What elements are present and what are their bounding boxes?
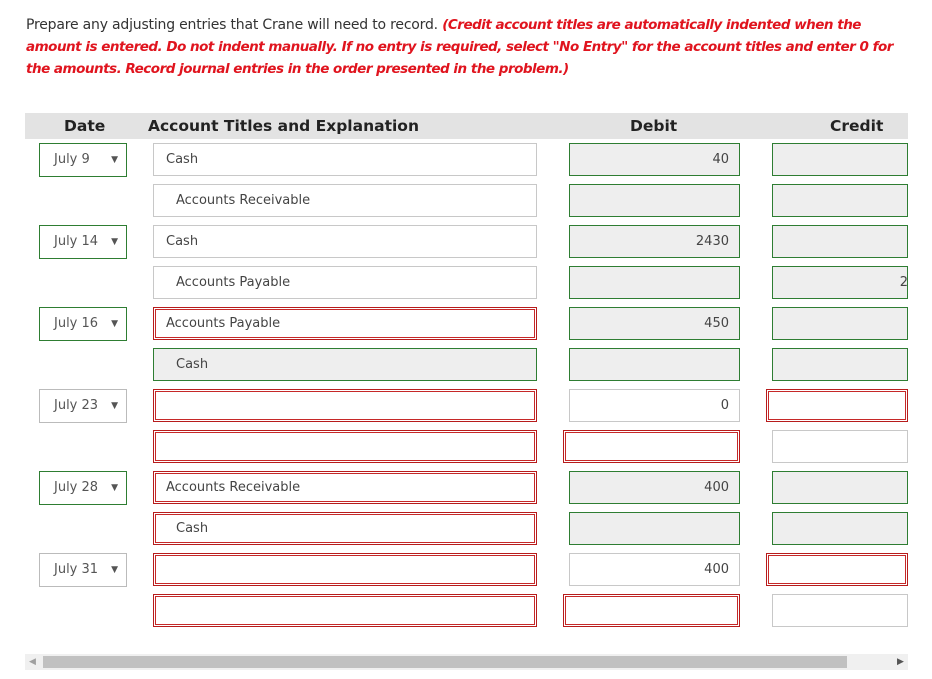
debit-field[interactable] xyxy=(563,430,740,463)
credit-field[interactable]: 2 xyxy=(772,266,908,299)
scrollbar-thumb[interactable] xyxy=(43,656,847,668)
account-field[interactable] xyxy=(153,553,537,586)
credit-field[interactable] xyxy=(766,553,908,586)
caret-down-icon: ▼ xyxy=(111,237,118,247)
account-field[interactable]: Cash xyxy=(153,348,537,381)
caret-down-icon: ▼ xyxy=(111,565,118,575)
header-credit: Credit xyxy=(830,117,884,135)
header-account: Account Titles and Explanation xyxy=(148,117,419,135)
account-field[interactable]: Cash xyxy=(153,512,537,545)
debit-field[interactable] xyxy=(569,184,740,217)
credit-field[interactable] xyxy=(772,143,908,176)
caret-down-icon: ▼ xyxy=(111,155,118,165)
instructions-lead: Prepare any adjusting entries that Crane will need to record. xyxy=(26,17,438,33)
account-field[interactable]: Cash xyxy=(153,143,537,176)
credit-field[interactable] xyxy=(772,594,908,627)
credit-field[interactable] xyxy=(772,512,908,545)
account-field[interactable]: Cash xyxy=(153,225,537,258)
header-debit: Debit xyxy=(630,117,678,135)
debit-field[interactable]: 0 xyxy=(569,389,740,422)
date-select[interactable]: July 9 ▼ xyxy=(39,143,127,177)
debit-field[interactable]: 400 xyxy=(569,553,740,586)
date-select[interactable]: July 31 ▼ xyxy=(39,553,127,587)
credit-field[interactable] xyxy=(772,430,908,463)
credit-field[interactable] xyxy=(766,389,908,422)
header-date: Date xyxy=(64,117,106,135)
debit-field[interactable] xyxy=(563,594,740,627)
debit-field[interactable] xyxy=(569,266,740,299)
credit-field[interactable] xyxy=(772,184,908,217)
date-select[interactable]: July 14 ▼ xyxy=(39,225,127,259)
account-field[interactable] xyxy=(153,594,537,627)
account-field[interactable]: Accounts Payable xyxy=(153,307,537,340)
debit-field[interactable] xyxy=(569,348,740,381)
account-field[interactable]: Accounts Payable xyxy=(153,266,537,299)
arrow-left-icon[interactable]: ◀ xyxy=(29,657,36,667)
date-select[interactable]: July 16 ▼ xyxy=(39,307,127,341)
date-select[interactable]: July 28 ▼ xyxy=(39,471,127,505)
account-field[interactable] xyxy=(153,389,537,422)
caret-down-icon: ▼ xyxy=(111,401,118,411)
account-field[interactable]: Accounts Receivable xyxy=(153,184,537,217)
debit-field[interactable]: 450 xyxy=(569,307,740,340)
date-select[interactable]: July 23 ▼ xyxy=(39,389,127,423)
instructions xyxy=(26,14,916,80)
credit-field[interactable] xyxy=(772,471,908,504)
credit-field[interactable] xyxy=(772,307,908,340)
credit-field[interactable] xyxy=(772,225,908,258)
account-field[interactable]: Accounts Receivable xyxy=(153,471,537,504)
credit-field[interactable] xyxy=(772,348,908,381)
caret-down-icon: ▼ xyxy=(111,483,118,493)
debit-field[interactable]: 400 xyxy=(569,471,740,504)
account-field[interactable] xyxy=(153,430,537,463)
arrow-right-icon[interactable]: ▶ xyxy=(897,657,904,667)
caret-down-icon: ▼ xyxy=(111,319,118,329)
instructions-note: (Credit account titles are automatically indented when the amount is entered. Do not indent manually. If no entry is required, select "No Entry" for the account titles and enter 0 for the amounts. Record journal entries in the order presented in the problem.) xyxy=(26,17,893,77)
debit-field[interactable]: 40 xyxy=(569,143,740,176)
debit-field[interactable]: 2430 xyxy=(569,225,740,258)
debit-field[interactable] xyxy=(569,512,740,545)
